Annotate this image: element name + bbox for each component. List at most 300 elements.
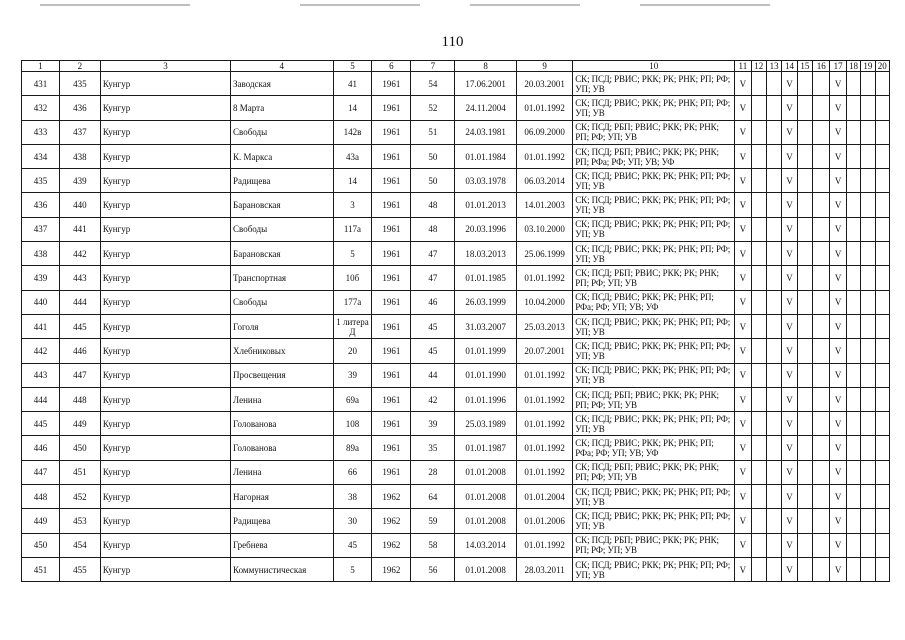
table-row bbox=[22, 363, 890, 387]
city-cell: Кунгур bbox=[100, 363, 230, 387]
flag-11-cell: V bbox=[735, 242, 751, 266]
flag-18-cell bbox=[846, 387, 860, 411]
row-number-cell: 431 bbox=[22, 72, 60, 96]
flag-14-cell: V bbox=[782, 460, 797, 484]
flag-12-cell bbox=[751, 436, 766, 460]
document-codes-cell: СК; ПСД; РВИС; РКК; РК; РНК; РП; РФ; УП; УВ bbox=[573, 485, 735, 509]
flag-12-cell bbox=[751, 557, 766, 581]
flag-13-cell bbox=[766, 533, 781, 557]
column-header-7: 7 bbox=[411, 61, 455, 72]
build-year-cell: 1961 bbox=[372, 339, 411, 363]
flag-17-cell: V bbox=[830, 412, 846, 436]
table-body bbox=[22, 72, 890, 582]
flag-15-cell bbox=[797, 412, 812, 436]
age-cell: 58 bbox=[411, 533, 455, 557]
top-edge-line bbox=[40, 4, 190, 6]
flag-20-cell bbox=[875, 217, 890, 241]
table-row bbox=[22, 193, 890, 217]
column-header-9: 9 bbox=[516, 61, 572, 72]
flag-18-cell bbox=[846, 485, 860, 509]
flag-15-cell bbox=[797, 509, 812, 533]
registry-table bbox=[21, 60, 890, 582]
city-cell: Кунгур bbox=[100, 72, 230, 96]
build-year-cell: 1961 bbox=[372, 363, 411, 387]
table-row bbox=[22, 557, 890, 581]
flag-14-cell: V bbox=[782, 169, 797, 193]
flag-13-cell bbox=[766, 363, 781, 387]
city-cell: Кунгур bbox=[100, 412, 230, 436]
flag-19-cell bbox=[861, 193, 875, 217]
flag-12-cell bbox=[751, 144, 766, 168]
date-end-cell: 03.10.2000 bbox=[516, 217, 572, 241]
city-cell: Кунгур bbox=[100, 314, 230, 338]
object-number-cell: 446 bbox=[59, 339, 100, 363]
flag-15-cell bbox=[797, 436, 812, 460]
flag-18-cell bbox=[846, 290, 860, 314]
flag-19-cell bbox=[861, 96, 875, 120]
object-number-cell: 437 bbox=[59, 120, 100, 144]
date-end-cell: 01.01.1992 bbox=[516, 412, 572, 436]
flag-11-cell: V bbox=[735, 217, 751, 241]
city-cell: Кунгур bbox=[100, 120, 230, 144]
flag-12-cell bbox=[751, 242, 766, 266]
table-row bbox=[22, 266, 890, 290]
document-codes-cell: СК; ПСД; РВИС; РКК; РК; РНК; РП; РФ; УП; УВ bbox=[573, 509, 735, 533]
age-cell: 28 bbox=[411, 460, 455, 484]
flag-11-cell: V bbox=[735, 485, 751, 509]
object-number-cell: 436 bbox=[59, 96, 100, 120]
flag-20-cell bbox=[875, 339, 890, 363]
document-codes-cell: СК; ПСД; РБП; РВИС; РКК; РК; РНК; РП; РФ; УП; УВ bbox=[573, 120, 735, 144]
date-end-cell: 06.09.2000 bbox=[516, 120, 572, 144]
row-number-cell: 450 bbox=[22, 533, 60, 557]
age-cell: 54 bbox=[411, 72, 455, 96]
flag-12-cell bbox=[751, 169, 766, 193]
flag-11-cell: V bbox=[735, 533, 751, 557]
date-end-cell: 06.03.2014 bbox=[516, 169, 572, 193]
street-cell: Коммунистическая bbox=[231, 557, 333, 581]
street-cell: Заводская bbox=[231, 72, 333, 96]
table-row bbox=[22, 217, 890, 241]
column-header-12: 12 bbox=[751, 61, 766, 72]
date-end-cell: 10.04.2000 bbox=[516, 290, 572, 314]
column-header-11: 11 bbox=[735, 61, 751, 72]
row-number-cell: 445 bbox=[22, 412, 60, 436]
house-number-cell: 3 bbox=[333, 193, 372, 217]
flag-11-cell: V bbox=[735, 363, 751, 387]
flag-12-cell bbox=[751, 387, 766, 411]
date-start-cell: 25.03.1989 bbox=[455, 412, 516, 436]
age-cell: 42 bbox=[411, 387, 455, 411]
document-codes-cell: СК; ПСД; РВИС; РКК; РК; РНК; РП; РФ; УП; УВ bbox=[573, 96, 735, 120]
flag-16-cell bbox=[813, 314, 830, 338]
flag-14-cell: V bbox=[782, 266, 797, 290]
flag-19-cell bbox=[861, 314, 875, 338]
build-year-cell: 1961 bbox=[372, 193, 411, 217]
top-edge-line bbox=[470, 4, 580, 6]
flag-14-cell: V bbox=[782, 412, 797, 436]
row-number-cell: 434 bbox=[22, 144, 60, 168]
column-header-19: 19 bbox=[861, 61, 875, 72]
house-number-cell: 177а bbox=[333, 290, 372, 314]
flag-17-cell: V bbox=[830, 120, 846, 144]
house-number-cell: 142в bbox=[333, 120, 372, 144]
row-number-cell: 442 bbox=[22, 339, 60, 363]
flag-17-cell: V bbox=[830, 314, 846, 338]
top-edge-line bbox=[640, 4, 770, 6]
row-number-cell: 437 bbox=[22, 217, 60, 241]
document-codes-cell: СК; ПСД; РБП; РВИС; РКК; РК; РНК; РП; РФ; УП; УВ bbox=[573, 266, 735, 290]
column-header-4: 4 bbox=[231, 61, 333, 72]
document-codes-cell: СК; ПСД; РВИС; РКК; РК; РНК; РП; РФ; УП; УВ bbox=[573, 217, 735, 241]
city-cell: Кунгур bbox=[100, 193, 230, 217]
flag-14-cell: V bbox=[782, 96, 797, 120]
flag-14-cell: V bbox=[782, 363, 797, 387]
street-cell: Радищева bbox=[231, 509, 333, 533]
document-codes-cell: СК; ПСД; РБП; РВИС; РКК; РК; РНК; РП; РФ; УП; УВ bbox=[573, 533, 735, 557]
street-cell: Голованова bbox=[231, 436, 333, 460]
flag-16-cell bbox=[813, 242, 830, 266]
object-number-cell: 452 bbox=[59, 485, 100, 509]
object-number-cell: 450 bbox=[59, 436, 100, 460]
flag-18-cell bbox=[846, 217, 860, 241]
flag-14-cell: V bbox=[782, 339, 797, 363]
street-cell: 8 Марта bbox=[231, 96, 333, 120]
date-end-cell: 25.03.2013 bbox=[516, 314, 572, 338]
flag-17-cell: V bbox=[830, 72, 846, 96]
flag-15-cell bbox=[797, 144, 812, 168]
flag-16-cell bbox=[813, 436, 830, 460]
flag-13-cell bbox=[766, 96, 781, 120]
object-number-cell: 442 bbox=[59, 242, 100, 266]
flag-18-cell bbox=[846, 436, 860, 460]
date-end-cell: 01.01.1992 bbox=[516, 266, 572, 290]
flag-17-cell: V bbox=[830, 509, 846, 533]
build-year-cell: 1961 bbox=[372, 460, 411, 484]
flag-11-cell: V bbox=[735, 193, 751, 217]
house-number-cell: 1 литера Д bbox=[333, 314, 372, 338]
flag-11-cell: V bbox=[735, 387, 751, 411]
flag-20-cell bbox=[875, 436, 890, 460]
flag-17-cell: V bbox=[830, 217, 846, 241]
object-number-cell: 439 bbox=[59, 169, 100, 193]
age-cell: 56 bbox=[411, 557, 455, 581]
flag-14-cell: V bbox=[782, 314, 797, 338]
flag-11-cell: V bbox=[735, 72, 751, 96]
flag-19-cell bbox=[861, 509, 875, 533]
city-cell: Кунгур bbox=[100, 242, 230, 266]
document-codes-cell: СК; ПСД; РВИС; РКК; РК; РНК; РП; РФ; УП; УВ bbox=[573, 242, 735, 266]
date-end-cell: 01.01.2004 bbox=[516, 485, 572, 509]
column-header-8: 8 bbox=[455, 61, 516, 72]
flag-13-cell bbox=[766, 412, 781, 436]
house-number-cell: 30 bbox=[333, 509, 372, 533]
flag-20-cell bbox=[875, 509, 890, 533]
house-number-cell: 66 bbox=[333, 460, 372, 484]
age-cell: 59 bbox=[411, 509, 455, 533]
row-number-cell: 439 bbox=[22, 266, 60, 290]
date-start-cell: 01.01.2008 bbox=[455, 557, 516, 581]
object-number-cell: 453 bbox=[59, 509, 100, 533]
date-start-cell: 01.01.1990 bbox=[455, 363, 516, 387]
flag-18-cell bbox=[846, 412, 860, 436]
table-row bbox=[22, 533, 890, 557]
date-start-cell: 01.01.1985 bbox=[455, 266, 516, 290]
flag-15-cell bbox=[797, 314, 812, 338]
flag-20-cell bbox=[875, 72, 890, 96]
row-number-cell: 449 bbox=[22, 509, 60, 533]
house-number-cell: 117а bbox=[333, 217, 372, 241]
age-cell: 64 bbox=[411, 485, 455, 509]
flag-20-cell bbox=[875, 412, 890, 436]
city-cell: Кунгур bbox=[100, 436, 230, 460]
flag-14-cell: V bbox=[782, 72, 797, 96]
flag-16-cell bbox=[813, 533, 830, 557]
flag-20-cell bbox=[875, 314, 890, 338]
flag-16-cell bbox=[813, 217, 830, 241]
flag-16-cell bbox=[813, 557, 830, 581]
document-codes-cell: СК; ПСД; РБП; РВИС; РКК; РК; РНК; РП; РФа; РФ; УП; УВ; УФ bbox=[573, 144, 735, 168]
table-row bbox=[22, 72, 890, 96]
date-end-cell: 20.03.2001 bbox=[516, 72, 572, 96]
flag-18-cell bbox=[846, 557, 860, 581]
flag-14-cell: V bbox=[782, 217, 797, 241]
column-header-1: 1 bbox=[22, 61, 60, 72]
build-year-cell: 1961 bbox=[372, 436, 411, 460]
build-year-cell: 1961 bbox=[372, 217, 411, 241]
house-number-cell: 38 bbox=[333, 485, 372, 509]
build-year-cell: 1961 bbox=[372, 290, 411, 314]
flag-19-cell bbox=[861, 533, 875, 557]
object-number-cell: 441 bbox=[59, 217, 100, 241]
date-end-cell: 01.01.1992 bbox=[516, 144, 572, 168]
flag-19-cell bbox=[861, 460, 875, 484]
flag-11-cell: V bbox=[735, 557, 751, 581]
flag-11-cell: V bbox=[735, 339, 751, 363]
row-number-cell: 433 bbox=[22, 120, 60, 144]
house-number-cell: 5 bbox=[333, 242, 372, 266]
date-end-cell: 14.01.2003 bbox=[516, 193, 572, 217]
flag-13-cell bbox=[766, 314, 781, 338]
flag-16-cell bbox=[813, 144, 830, 168]
document-codes-cell: СК; ПСД; РВИС; РКК; РК; РНК; РП; РФ; УП; УВ bbox=[573, 339, 735, 363]
object-number-cell: 445 bbox=[59, 314, 100, 338]
flag-17-cell: V bbox=[830, 387, 846, 411]
flag-15-cell bbox=[797, 387, 812, 411]
table-row bbox=[22, 509, 890, 533]
flag-17-cell: V bbox=[830, 266, 846, 290]
flag-13-cell bbox=[766, 509, 781, 533]
flag-13-cell bbox=[766, 120, 781, 144]
flag-16-cell bbox=[813, 460, 830, 484]
flag-16-cell bbox=[813, 412, 830, 436]
age-cell: 46 bbox=[411, 290, 455, 314]
row-number-cell: 432 bbox=[22, 96, 60, 120]
house-number-cell: 108 bbox=[333, 412, 372, 436]
table-row bbox=[22, 412, 890, 436]
flag-17-cell: V bbox=[830, 436, 846, 460]
document-codes-cell: СК; ПСД; РВИС; РКК; РК; РНК; РП; РФ; УП; УВ bbox=[573, 193, 735, 217]
table-row bbox=[22, 339, 890, 363]
row-number-cell: 451 bbox=[22, 557, 60, 581]
build-year-cell: 1961 bbox=[372, 120, 411, 144]
flag-14-cell: V bbox=[782, 193, 797, 217]
flag-14-cell: V bbox=[782, 485, 797, 509]
flag-16-cell bbox=[813, 363, 830, 387]
object-number-cell: 455 bbox=[59, 557, 100, 581]
flag-18-cell bbox=[846, 339, 860, 363]
flag-11-cell: V bbox=[735, 96, 751, 120]
flag-19-cell bbox=[861, 339, 875, 363]
flag-12-cell bbox=[751, 96, 766, 120]
row-number-cell: 435 bbox=[22, 169, 60, 193]
flag-15-cell bbox=[797, 557, 812, 581]
flag-17-cell: V bbox=[830, 144, 846, 168]
flag-17-cell: V bbox=[830, 339, 846, 363]
flag-18-cell bbox=[846, 169, 860, 193]
row-number-cell: 444 bbox=[22, 387, 60, 411]
object-number-cell: 454 bbox=[59, 533, 100, 557]
flag-18-cell bbox=[846, 144, 860, 168]
page-number: 110 bbox=[441, 34, 464, 50]
age-cell: 45 bbox=[411, 339, 455, 363]
date-end-cell: 01.01.1992 bbox=[516, 387, 572, 411]
flag-12-cell bbox=[751, 72, 766, 96]
flag-11-cell: V bbox=[735, 120, 751, 144]
column-header-13: 13 bbox=[766, 61, 781, 72]
flag-18-cell bbox=[846, 460, 860, 484]
table-row bbox=[22, 314, 890, 338]
flag-17-cell: V bbox=[830, 485, 846, 509]
flag-16-cell bbox=[813, 120, 830, 144]
city-cell: Кунгур bbox=[100, 460, 230, 484]
row-number-cell: 443 bbox=[22, 363, 60, 387]
column-header-14: 14 bbox=[782, 61, 797, 72]
flag-14-cell: V bbox=[782, 242, 797, 266]
header-row bbox=[22, 61, 890, 72]
flag-19-cell bbox=[861, 242, 875, 266]
city-cell: Кунгур bbox=[100, 96, 230, 120]
build-year-cell: 1961 bbox=[372, 387, 411, 411]
table-row bbox=[22, 485, 890, 509]
table-row bbox=[22, 436, 890, 460]
city-cell: Кунгур bbox=[100, 266, 230, 290]
house-number-cell: 45 bbox=[333, 533, 372, 557]
date-start-cell: 01.01.2013 bbox=[455, 193, 516, 217]
age-cell: 50 bbox=[411, 144, 455, 168]
age-cell: 39 bbox=[411, 412, 455, 436]
date-end-cell: 01.01.1992 bbox=[516, 533, 572, 557]
flag-12-cell bbox=[751, 290, 766, 314]
flag-12-cell bbox=[751, 314, 766, 338]
flag-15-cell bbox=[797, 72, 812, 96]
date-start-cell: 03.03.1978 bbox=[455, 169, 516, 193]
document-codes-cell: СК; ПСД; РВИС; РКК; РК; РНК; РП; РФа; РФ; УП; УВ; УФ bbox=[573, 436, 735, 460]
build-year-cell: 1962 bbox=[372, 533, 411, 557]
table-row bbox=[22, 460, 890, 484]
date-end-cell: 25.06.1999 bbox=[516, 242, 572, 266]
flag-15-cell bbox=[797, 217, 812, 241]
flag-18-cell bbox=[846, 120, 860, 144]
flag-17-cell: V bbox=[830, 193, 846, 217]
flag-11-cell: V bbox=[735, 460, 751, 484]
flag-19-cell bbox=[861, 144, 875, 168]
date-start-cell: 01.01.2008 bbox=[455, 460, 516, 484]
flag-12-cell bbox=[751, 120, 766, 144]
flag-17-cell: V bbox=[830, 96, 846, 120]
house-number-cell: 89а bbox=[333, 436, 372, 460]
flag-12-cell bbox=[751, 363, 766, 387]
build-year-cell: 1961 bbox=[372, 72, 411, 96]
age-cell: 48 bbox=[411, 217, 455, 241]
flag-14-cell: V bbox=[782, 120, 797, 144]
flag-20-cell bbox=[875, 363, 890, 387]
flag-20-cell bbox=[875, 266, 890, 290]
flag-15-cell bbox=[797, 169, 812, 193]
flag-15-cell bbox=[797, 266, 812, 290]
street-cell: Ленина bbox=[231, 460, 333, 484]
flag-19-cell bbox=[861, 169, 875, 193]
flag-16-cell bbox=[813, 290, 830, 314]
document-codes-cell: СК; ПСД; РБП; РВИС; РКК; РК; РНК; РП; РФ; УП; УВ bbox=[573, 460, 735, 484]
row-number-cell: 448 bbox=[22, 485, 60, 509]
flag-13-cell bbox=[766, 460, 781, 484]
document-codes-cell: СК; ПСД; РВИС; РКК; РК; РНК; РП; РФ; УП; УВ bbox=[573, 72, 735, 96]
build-year-cell: 1961 bbox=[372, 242, 411, 266]
age-cell: 50 bbox=[411, 169, 455, 193]
flag-20-cell bbox=[875, 557, 890, 581]
flag-19-cell bbox=[861, 412, 875, 436]
date-end-cell: 01.01.1992 bbox=[516, 363, 572, 387]
street-cell: Гоголя bbox=[231, 314, 333, 338]
flag-17-cell: V bbox=[830, 460, 846, 484]
flag-20-cell bbox=[875, 144, 890, 168]
column-header-10: 10 bbox=[573, 61, 735, 72]
flag-12-cell bbox=[751, 509, 766, 533]
row-number-cell: 438 bbox=[22, 242, 60, 266]
date-end-cell: 01.01.2006 bbox=[516, 509, 572, 533]
age-cell: 52 bbox=[411, 96, 455, 120]
table-row bbox=[22, 169, 890, 193]
street-cell: Ленина bbox=[231, 387, 333, 411]
table-row bbox=[22, 120, 890, 144]
flag-13-cell bbox=[766, 193, 781, 217]
flag-20-cell bbox=[875, 533, 890, 557]
flag-17-cell: V bbox=[830, 169, 846, 193]
flag-17-cell: V bbox=[830, 290, 846, 314]
flag-19-cell bbox=[861, 436, 875, 460]
object-number-cell: 448 bbox=[59, 387, 100, 411]
flag-20-cell bbox=[875, 387, 890, 411]
flag-19-cell bbox=[861, 72, 875, 96]
city-cell: Кунгур bbox=[100, 485, 230, 509]
document-codes-cell: СК; ПСД; РВИС; РКК; РК; РНК; РП; РФ; УП; УВ bbox=[573, 557, 735, 581]
flag-16-cell bbox=[813, 169, 830, 193]
row-number-cell: 446 bbox=[22, 436, 60, 460]
flag-11-cell: V bbox=[735, 314, 751, 338]
date-start-cell: 01.01.1987 bbox=[455, 436, 516, 460]
house-number-cell: 20 bbox=[333, 339, 372, 363]
flag-15-cell bbox=[797, 193, 812, 217]
flag-20-cell bbox=[875, 120, 890, 144]
flag-19-cell bbox=[861, 485, 875, 509]
street-cell: Барановская bbox=[231, 193, 333, 217]
document-codes-cell: СК; ПСД; РВИС; РКК; РК; РНК; РП; РФ; УП; УВ bbox=[573, 169, 735, 193]
flag-15-cell bbox=[797, 290, 812, 314]
flag-17-cell: V bbox=[830, 533, 846, 557]
build-year-cell: 1962 bbox=[372, 485, 411, 509]
flag-11-cell: V bbox=[735, 290, 751, 314]
